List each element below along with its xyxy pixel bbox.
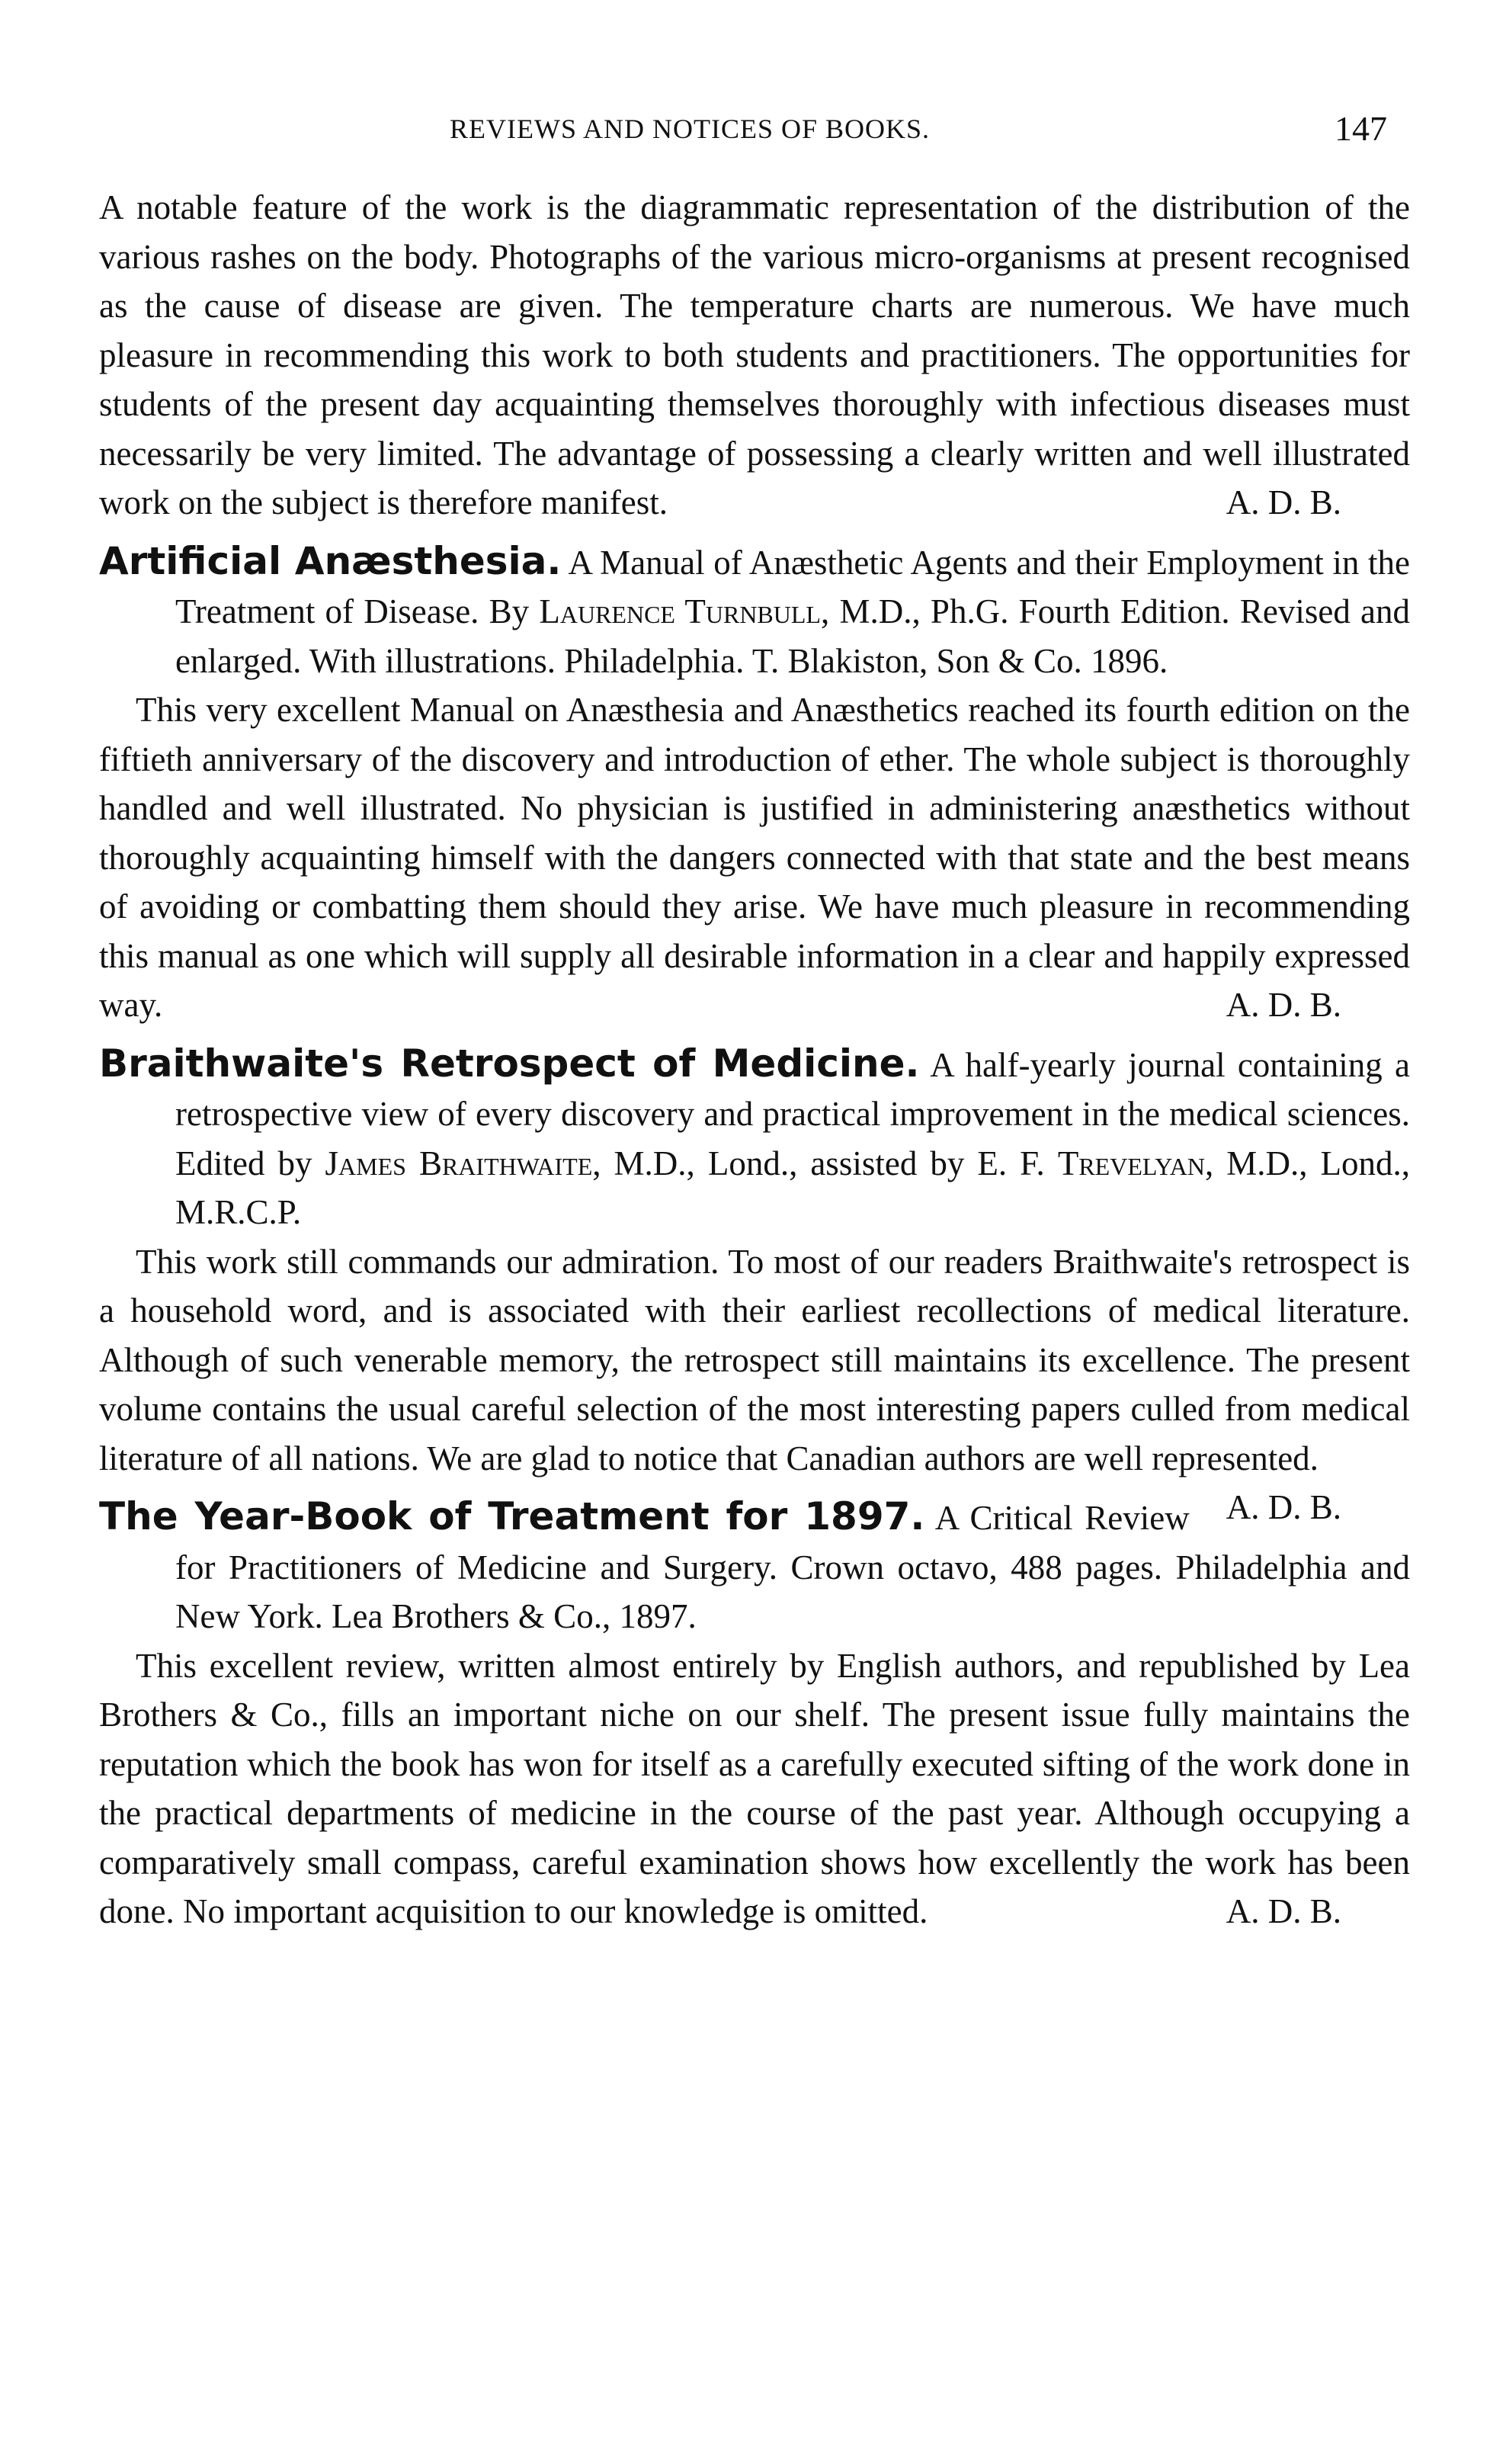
review-signature: A. D. B. xyxy=(1226,986,1341,1024)
review-text: This very excellent Manual on Anæsthesia and Anæsthetics reached its fourth edition on the fiftieth anniversary of the discovery and introduction of ether. The whole subject is thoroughly handled and well illustrated. No physician is justified in administering anæsthetics without thoroughly acquainting himself with the dangers connected with that state and the best means of avoiding or combatting them should they arise. We have much pleasure in recommending this manual as one which will supply all desirable information in a clear and happily expressed way. xyxy=(99,691,1410,1024)
intro-paragraph xyxy=(99,183,1410,528)
book-info: A Critical Review for Practitioners of Medicine and Surgery. Crown octavo, 488 pages. Philadelphia and New York. Lea Brothers & Co., 1897. xyxy=(175,1499,1410,1635)
review-text: This excellent review, written almost entirely by English authors, and republished by Lea Brothers & Co., fills an important niche on our shelf. The present issue fully maintains the reputation which the book has won for itself as a carefully executed sifting of the work done in the practical departments of medicine in the course of the past year. Although occupying a comparatively small compass, careful examination shows how excellently the work has been done. No important acquisition to our knowledge is omitted. xyxy=(99,1646,1410,1930)
review-heading xyxy=(99,1039,1410,1237)
book-info-continued: M.D., Lond., M.R.C.P. xyxy=(175,1144,1411,1231)
intro-text: A notable feature of the work is the diagrammatic representation of the distribution of the various rashes on the body. Photographs of the various micro-organisms at present recognised as the cause of disease are given. The temperature charts are numerous. We have much pleasure in recommending this work to both students and practitioners. The opportunities for students of the present day acquainting themselves thoroughly with infectious diseases must necessarily be very limited. The advantage of possessing a clearly written and well illustrated work on the subject is therefore manifest. xyxy=(99,188,1410,521)
review-artificial-anaesthesia xyxy=(99,537,1410,1030)
book-info-continued: M.D., Ph.G. Fourth Edition. Revised and enlarged. With illustrations. Philadelphia. T. Blakiston, Son & Co. 1896. xyxy=(175,592,1411,680)
book-title: Braithwaite's Retrospect of Medicine. xyxy=(99,1041,920,1086)
review-year-book-of-treatment xyxy=(99,1492,1410,1936)
book-title: Artificial Anæsthesia. xyxy=(99,538,562,583)
book-assistant: Trevelyan, xyxy=(1057,1144,1214,1182)
review-signature: A. D. B. xyxy=(1226,1488,1341,1526)
book-editor: James Braithwaite, xyxy=(325,1144,601,1182)
running-header xyxy=(99,107,1410,152)
book-page xyxy=(99,107,1410,1936)
review-text: This work still commands our admiration. To most of our readers Braithwaite's retrospect is a household word, and is associated with their earliest recollections of medical literature. Although of such venerable memory, the retrospect still maintains its excellence. The present volume contains the usual careful selection of the most interesting papers culled from medical literature of all nations. We are glad to notice that Canadian authors are well represented. xyxy=(99,1242,1410,1477)
book-info-middle: M.D., Lond., assisted by E. F. xyxy=(614,1144,1045,1182)
review-heading xyxy=(99,537,1410,686)
book-info: A Manual of Anæsthetic Agents and their Employment in the Treatment of Disease. By xyxy=(175,543,1411,630)
review-signature: A. D. B. xyxy=(1226,1892,1341,1930)
book-info: A half-yearly journal containing a retrospective view of every discovery and practical improvement in the medical sciences. Edited by xyxy=(175,1045,1410,1182)
page-number: 147 xyxy=(1335,109,1387,148)
review-body xyxy=(99,685,1410,1030)
book-author: Laurence Turnbull, xyxy=(539,592,830,630)
book-title: The Year-Book of Treatment for 1897. xyxy=(99,1494,925,1538)
intro-signature: A. D. B. xyxy=(1226,483,1341,521)
running-title: REVIEWS AND NOTICES OF BOOKS. xyxy=(450,114,931,144)
review-body xyxy=(99,1641,1410,1936)
